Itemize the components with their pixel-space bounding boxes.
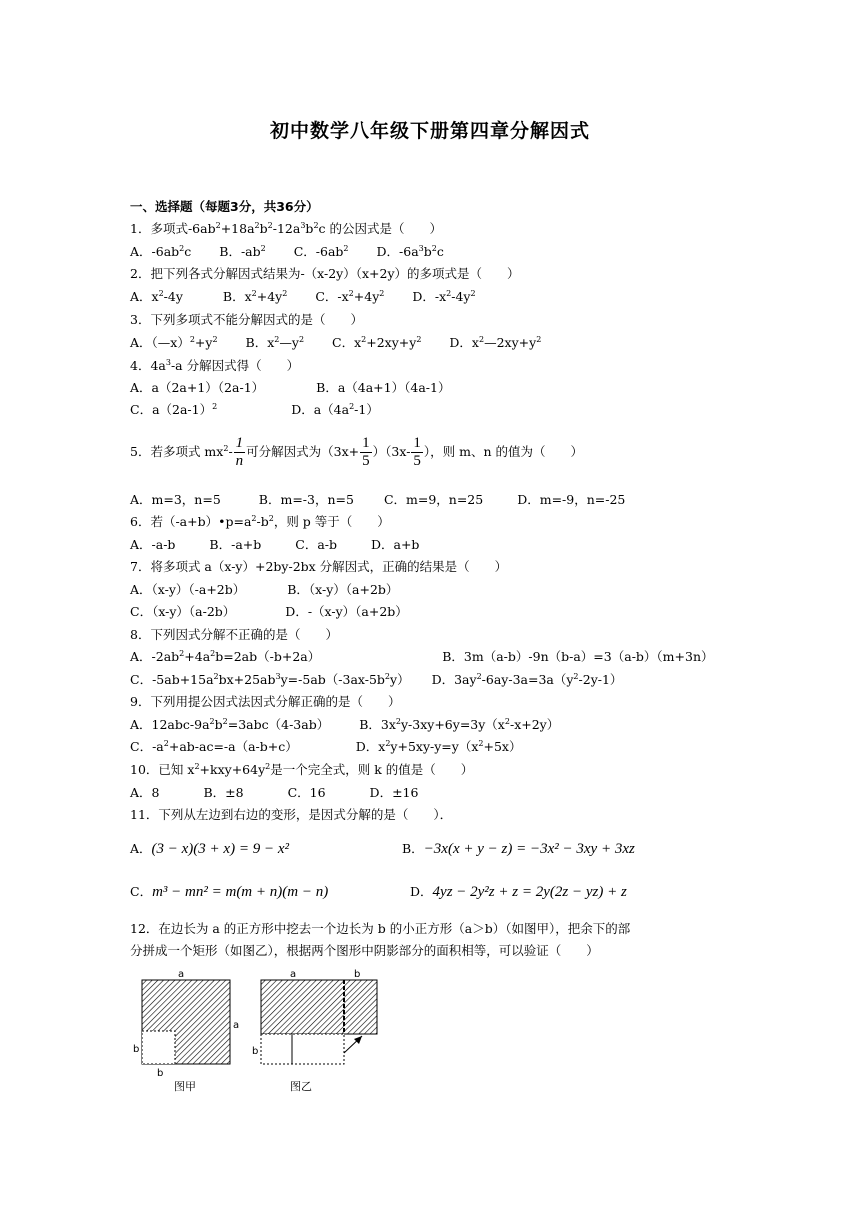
- option-b[interactable]: B．（x-y）（a+2b）: [287, 582, 399, 597]
- label-b-left: b: [133, 1044, 140, 1055]
- figure-yi: [252, 969, 377, 1093]
- option-c[interactable]: C．$-x^2+4y^2$: [315, 289, 385, 304]
- question-3: 3．下列多项式不能分解因式的是（ ）: [130, 312, 363, 327]
- option-a[interactable]: A．$-6ab^2c$: [130, 244, 192, 259]
- option-d[interactable]: D．$3ay^2-6ay-3a=3a(y^2-2y-1)$: [431, 672, 623, 687]
- figure-jia-label: 图甲: [174, 1080, 196, 1093]
- small-square: [142, 1031, 175, 1064]
- option-b[interactable]: B．3m（a-b）-9n（b-a）=3（a-b）（m+3n）: [442, 649, 714, 664]
- option-d[interactable]: D．$a(4a^2-1)$: [291, 402, 379, 417]
- option-c[interactable]: C．$-6ab^2$: [293, 244, 349, 259]
- option-a[interactable]: A．-a-b: [130, 537, 176, 552]
- question-4: 4．$4a^3-a$ 分解因式得（ ）: [130, 358, 300, 373]
- fraction: $\frac{1}{5}$: [413, 435, 421, 469]
- question-8-options-row2: [130, 671, 646, 689]
- question-9: 9．下列用提公因式法因式分解正确的是（ ）: [130, 694, 401, 709]
- question-4-options-row1: [130, 379, 474, 397]
- question-8-options-row1: [130, 648, 738, 666]
- option-c[interactable]: C．a-b: [295, 537, 337, 552]
- option-c[interactable]: C．m=9，n=25: [383, 492, 484, 507]
- option-a[interactable]: A．(3 − x)(3 + x) = 9 − x²: [130, 841, 289, 857]
- option-c[interactable]: C．$-a^2+ab-ac=-a(a-b+c)$: [130, 739, 298, 754]
- option-b[interactable]: B．$x^2+4y^2$: [222, 289, 288, 304]
- option-b[interactable]: B．$x^2—y^2$: [245, 335, 305, 350]
- question-2: 2．把下列各式分解因式结果为-（x-2y）（x+2y）的多项式是（ ）: [130, 266, 520, 281]
- option-a[interactable]: A．$(—x)^2+y^2$: [130, 335, 218, 350]
- option-d[interactable]: D．-（x-y）（a+2b）: [285, 604, 408, 619]
- question-9-options-row1: [130, 716, 583, 734]
- fraction: $\frac{1}{5}$: [362, 435, 370, 469]
- question-11: 11．下列从左边到右边的变形，是因式分解的是（ ）．: [130, 807, 453, 822]
- label-a-top: a: [178, 969, 185, 980]
- question-5: 5．若多项式 $mx^2-$ $\frac{1}{n}$ 可分解因式为（3x+ $\frac{1}{5}$ ）（3x- $\frac{1}{5}$ ），则 m、n 的值为（ ）: [130, 435, 584, 469]
- option-d[interactable]: D．4yz − 2y²z + z = 2y(2z − yz) + z: [410, 884, 627, 900]
- question-2-options: [130, 288, 500, 306]
- question-4-options-row2: [130, 401, 403, 419]
- question-11-options-row2: [130, 882, 627, 902]
- question-5-options: [130, 491, 649, 509]
- question-10-options: [130, 784, 442, 802]
- question-6: 6．若$(-a+b)•p=a^2-b^2$，则 p 等于（ ）: [130, 514, 390, 529]
- option-a[interactable]: A．$-2ab^2+4a^2b=2ab(-b+2a)$: [130, 649, 321, 664]
- option-b[interactable]: B．$3x^2y-3xy+6y=3y(x^2-x+2y)$: [359, 717, 560, 732]
- section-heading: 一、选择题（每题3分，共36分）: [130, 199, 319, 214]
- question-7-options-row1: [130, 581, 422, 599]
- option-a[interactable]: A．8: [130, 785, 160, 800]
- option-b[interactable]: B．$-ab^2$: [219, 244, 266, 259]
- option-d[interactable]: D．m=-9，n=-25: [517, 492, 626, 507]
- question-12-line1: 12．在边长为 a 的正方形中挖去一个边长为 b 的小正方形（a＞b）（如图甲），把余下的部: [130, 921, 631, 936]
- label-b-top: b: [354, 969, 361, 980]
- option-d[interactable]: D．$-x^2-4y^2$: [412, 289, 476, 304]
- option-d[interactable]: D．a+b: [370, 537, 420, 552]
- option-d[interactable]: D．±16: [369, 785, 419, 800]
- option-c[interactable]: C．m³ − mn² = m(m + n)(m − n): [130, 884, 329, 900]
- option-a[interactable]: A．a（2a+1）（2a-1）: [130, 380, 265, 395]
- label-b-left: b: [252, 1046, 259, 1057]
- figure-jia: [133, 969, 239, 1093]
- option-a[interactable]: A．$x^2-4y$: [130, 289, 183, 304]
- option-c[interactable]: C．$x^2+2xy+y^2$: [332, 335, 422, 350]
- label-a-top: a: [290, 969, 297, 980]
- option-b[interactable]: B．m=-3，n=5: [258, 492, 354, 507]
- question-7-options-row2: [130, 603, 432, 621]
- label-b-bottom: b: [157, 1068, 164, 1079]
- question-3-options: [130, 334, 565, 352]
- question-10: 10．已知 $x^2+kxy+64y^2$是一个完全式，则 k 的值是（ ）: [130, 762, 474, 777]
- question-11-options-row1: [130, 839, 635, 859]
- figure-yi-label: 图乙: [290, 1080, 312, 1093]
- option-b[interactable]: B．a（4a+1）（4a-1）: [316, 380, 451, 395]
- option-a[interactable]: A．$12abc-9a^2b^2=3abc(4-3ab)$: [130, 717, 330, 732]
- option-b[interactable]: B．-a+b: [209, 537, 262, 552]
- option-d[interactable]: D．$x^2y+5xy-y=y(x^2+5x)$: [355, 739, 522, 754]
- question-1-options: [130, 243, 468, 261]
- option-c[interactable]: C．16: [287, 785, 326, 800]
- option-c[interactable]: C．$a(2a-1)^2$: [130, 402, 218, 417]
- label-a-right: a: [233, 1020, 240, 1031]
- option-a[interactable]: A．m=3，n=5: [130, 492, 221, 507]
- question-12-line2: 分拼成一个矩形（如图乙），根据两个图形中阴影部分的面积相等，可以验证（ ）: [130, 943, 599, 958]
- page-title: 初中数学八年级下册第四章分解因式: [269, 120, 590, 142]
- question-7: 7．将多项式 a（x-y）+2by-2bx 分解因式，正确的结果是（ ）: [130, 559, 508, 574]
- question-12-figures: [130, 968, 420, 1096]
- question-1: 1．多项式$-6ab^2+18a^2b^2-12a^3b^2c$ 的公因式是（ ）: [130, 221, 443, 236]
- option-d[interactable]: D．$x^2—2xy+y^2$: [449, 335, 542, 350]
- option-b[interactable]: B．±8: [203, 785, 244, 800]
- option-d[interactable]: D．$-6a^3b^2c$: [376, 244, 444, 259]
- fraction: $\frac{1}{n}$: [235, 435, 244, 469]
- question-9-options-row2: [130, 738, 545, 756]
- option-a[interactable]: A．（x-y）（-a+2b）: [130, 582, 246, 597]
- option-b[interactable]: B．−3x(x + y − z) = −3x² − 3xy + 3xz: [402, 841, 635, 857]
- question-8: 8．下列因式分解不正确的是（ ）: [130, 627, 338, 642]
- option-c[interactable]: C．（x-y）（a-2b）: [130, 604, 236, 619]
- option-c[interactable]: C．$-5ab+15a^2bx+25ab^3y=-5ab(-3ax-5b^2y)$: [130, 672, 410, 687]
- question-6-options: [130, 536, 443, 554]
